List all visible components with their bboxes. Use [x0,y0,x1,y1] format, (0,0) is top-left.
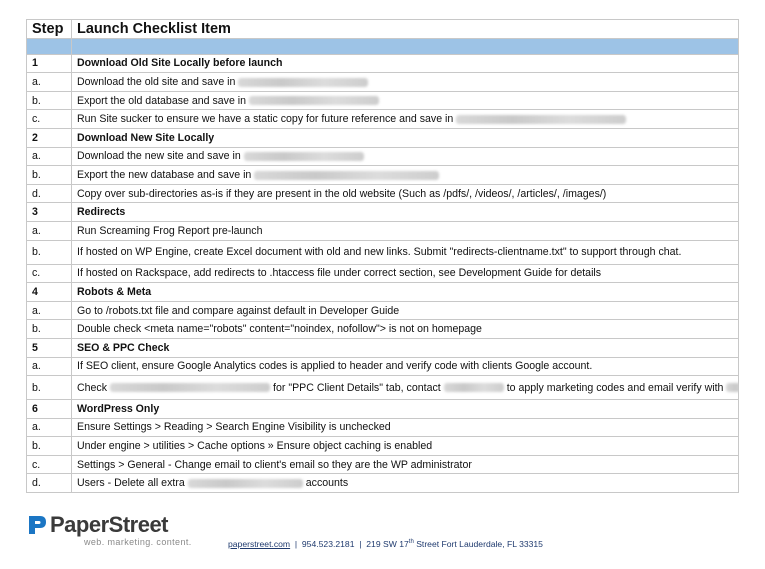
step-number: 2 [27,128,72,147]
checklist-item-row [27,166,739,185]
section-title: Robots & Meta [72,283,739,302]
item-letter: a. [27,418,72,437]
item-text-part: Under engine > utilities > Cache options » Ensure object caching is enabled [77,440,433,453]
redacted-text [110,383,270,392]
logo-name: PaperStreet [50,512,169,537]
checklist-item-row [27,240,739,264]
separator: | [359,539,362,549]
checklist-item-row [27,320,739,339]
section-title: WordPress Only [72,400,739,419]
checklist-item-row [27,147,739,166]
item-letter: b. [27,320,72,339]
checklist-item-row [27,437,739,456]
item-letter: c. [27,455,72,474]
section-title: Download New Site Locally [72,128,739,147]
redacted-text [726,383,738,392]
section-row [27,54,739,73]
item-text [72,240,739,264]
address-street-number: 219 SW 17 [366,539,409,549]
item-text-part: Users - Delete all extra [77,477,185,490]
item-column-header: Launch Checklist Item [72,20,739,39]
item-text-part: Run Screaming Frog Report pre-launch [77,224,263,237]
item-text-part: Go to /robots.txt file and compare against default in Developer Guide [77,304,400,317]
item-text-part: If hosted on Rackspace, add redirects to .htaccess file under correct section, see Development Guide for details [77,267,602,280]
item-letter: b. [27,91,72,110]
checklist-item-row [27,418,739,437]
step-number: 6 [27,400,72,419]
section-row [27,128,739,147]
item-letter: b. [27,166,72,185]
item-text [72,184,739,203]
table-header-row [27,20,739,39]
band-cell [72,38,739,54]
item-text-part: Double check <meta name="robots" content="noindex, nofollow"> is not on homepage [77,323,482,336]
checklist-body [27,38,739,492]
step-number: 3 [27,203,72,222]
separator: | [294,539,298,549]
item-letter: d. [27,184,72,203]
item-text [72,437,739,456]
header-band-row [27,38,739,54]
section-title: Redirects [72,203,739,222]
section-row [27,400,739,419]
redacted-text [254,171,439,180]
checklist-item-row [27,91,739,110]
item-text [72,376,739,400]
item-text [72,357,739,376]
checklist-item-row [27,73,739,92]
section-row [27,338,739,357]
item-text [72,73,739,92]
item-text [72,147,739,166]
item-text-part: accounts [305,477,349,490]
redacted-text [444,383,504,392]
step-column-header: Step [27,20,72,39]
section-title: Download Old Site Locally before launch [72,54,739,73]
item-text [72,166,739,185]
item-letter: c. [27,264,72,283]
item-text [72,455,739,474]
redacted-text [244,152,364,161]
step-number: 1 [27,54,72,73]
item-letter: a. [27,73,72,92]
address-ordinal: th [408,539,414,546]
item-text-part: Settings > General - Change email to client's email so they are the WP administrator [77,458,472,471]
footer [26,512,738,552]
item-text [72,301,739,320]
item-text-part: Ensure Settings > Reading > Search Engine Visibility is unchecked [77,421,391,434]
item-text [72,91,739,110]
address [366,539,543,549]
item-letter: b. [27,437,72,456]
step-number: 5 [27,338,72,357]
logo-tagline: web. marketing. content. [84,537,192,547]
item-letter: a. [27,147,72,166]
checklist-item-row [27,376,739,400]
item-letter: b. [27,376,72,400]
section-row [27,203,739,222]
item-letter: b. [27,240,72,264]
redacted-text [188,479,303,488]
item-letter: a. [27,301,72,320]
redacted-text [249,96,379,105]
checklist-item-row [27,221,739,240]
item-text-part: If hosted on WP Engine, create Excel document with old and new links. Submit "redirects-clientname.txt" to support through chat. [77,246,682,259]
redacted-text [456,115,626,124]
band-cell [27,38,72,54]
item-letter: c. [27,110,72,129]
item-text-part: Copy over sub-directories as-is if they are present in the old website (Such as /pdfs/, /videos/, /articles/, /images/) [77,187,607,200]
section-row [27,283,739,302]
item-letter: d. [27,474,72,493]
item-text-part: Download the new site and save in [77,150,241,163]
item-text [72,320,739,339]
item-text-part: Run Site sucker to ensure we have a static copy for future reference and save in [77,113,454,126]
item-text [72,264,739,283]
checklist-item-row [27,110,739,129]
item-text-part: If SEO client, ensure Google Analytics codes is applied to header and verify code with clients Google account. [77,360,593,373]
website-link[interactable]: paperstreet.com [228,539,291,549]
section-title: SEO & PPC Check [72,338,739,357]
item-letter: a. [27,221,72,240]
checklist-item-row [27,301,739,320]
launch-checklist-table [26,19,739,493]
item-text-part: for "PPC Client Details" tab, contact [273,381,441,394]
checklist-item-row [27,184,739,203]
item-text [72,221,739,240]
address-rest: Street Fort Lauderdale, FL 33315 [416,539,543,549]
redacted-text [238,78,368,87]
item-letter: a. [27,357,72,376]
contact-line [228,539,543,549]
item-text [72,110,739,129]
item-text [72,418,739,437]
item-text [72,474,739,493]
paperstreet-logo-icon [26,514,48,536]
item-text-part: Check [77,381,108,394]
item-text-part: Download the old site and save in [77,75,236,88]
checklist-item-row [27,357,739,376]
item-text-part: Export the old database and save in [77,94,247,107]
paperstreet-logo [26,512,196,552]
checklist-sheet [26,19,738,493]
item-text-part: Export the new database and save in [77,168,252,181]
step-number: 4 [27,283,72,302]
checklist-item-row [27,455,739,474]
phone-number: 954.523.2181 [301,539,355,549]
checklist-item-row [27,474,739,493]
item-text-part: to apply marketing codes and email verify with [506,381,724,394]
checklist-item-row [27,264,739,283]
